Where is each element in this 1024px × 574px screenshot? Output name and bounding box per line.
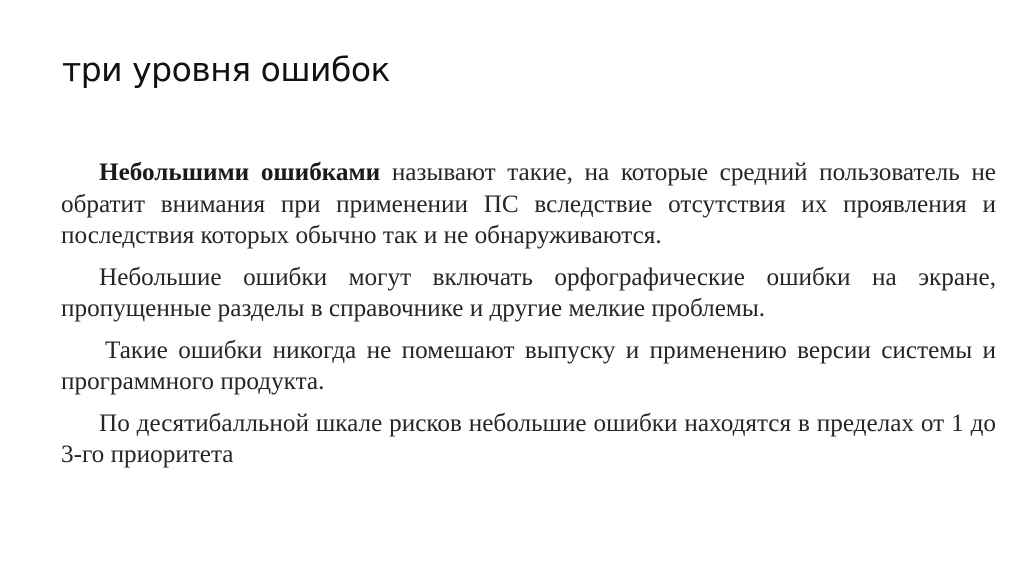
bold-term: Небольшими ошибками [99,159,381,186]
paragraph-text: Небольшие ошибки могут включать орфографические ошибки на экране, пропущенные разделы в справочнике и другие мелкие проблемы. [61,263,996,322]
paragraph-minor-errors-release [61,335,996,398]
slide-title: три уровня ошибок [62,50,390,89]
paragraph-text: называют такие, на которые средний пользователь не обратит внимания при применении ПС вследствие отсутствия их проявления и последствия которых обычно так и не обнаруживаются. [61,159,996,249]
paragraph-text: Такие ошибки никогда не помешают выпуску и применению версии системы и программного продукта. [61,336,996,395]
paragraph-text: По десятибалльной шкале рисков небольшие ошибки находятся в пределах от 1 до 3-го приоритета [61,409,996,468]
paragraph-minor-errors-definition [61,157,996,252]
paragraph-minor-errors-examples [61,262,996,325]
slide-body [61,157,996,481]
paragraph-minor-errors-priority [61,408,996,471]
